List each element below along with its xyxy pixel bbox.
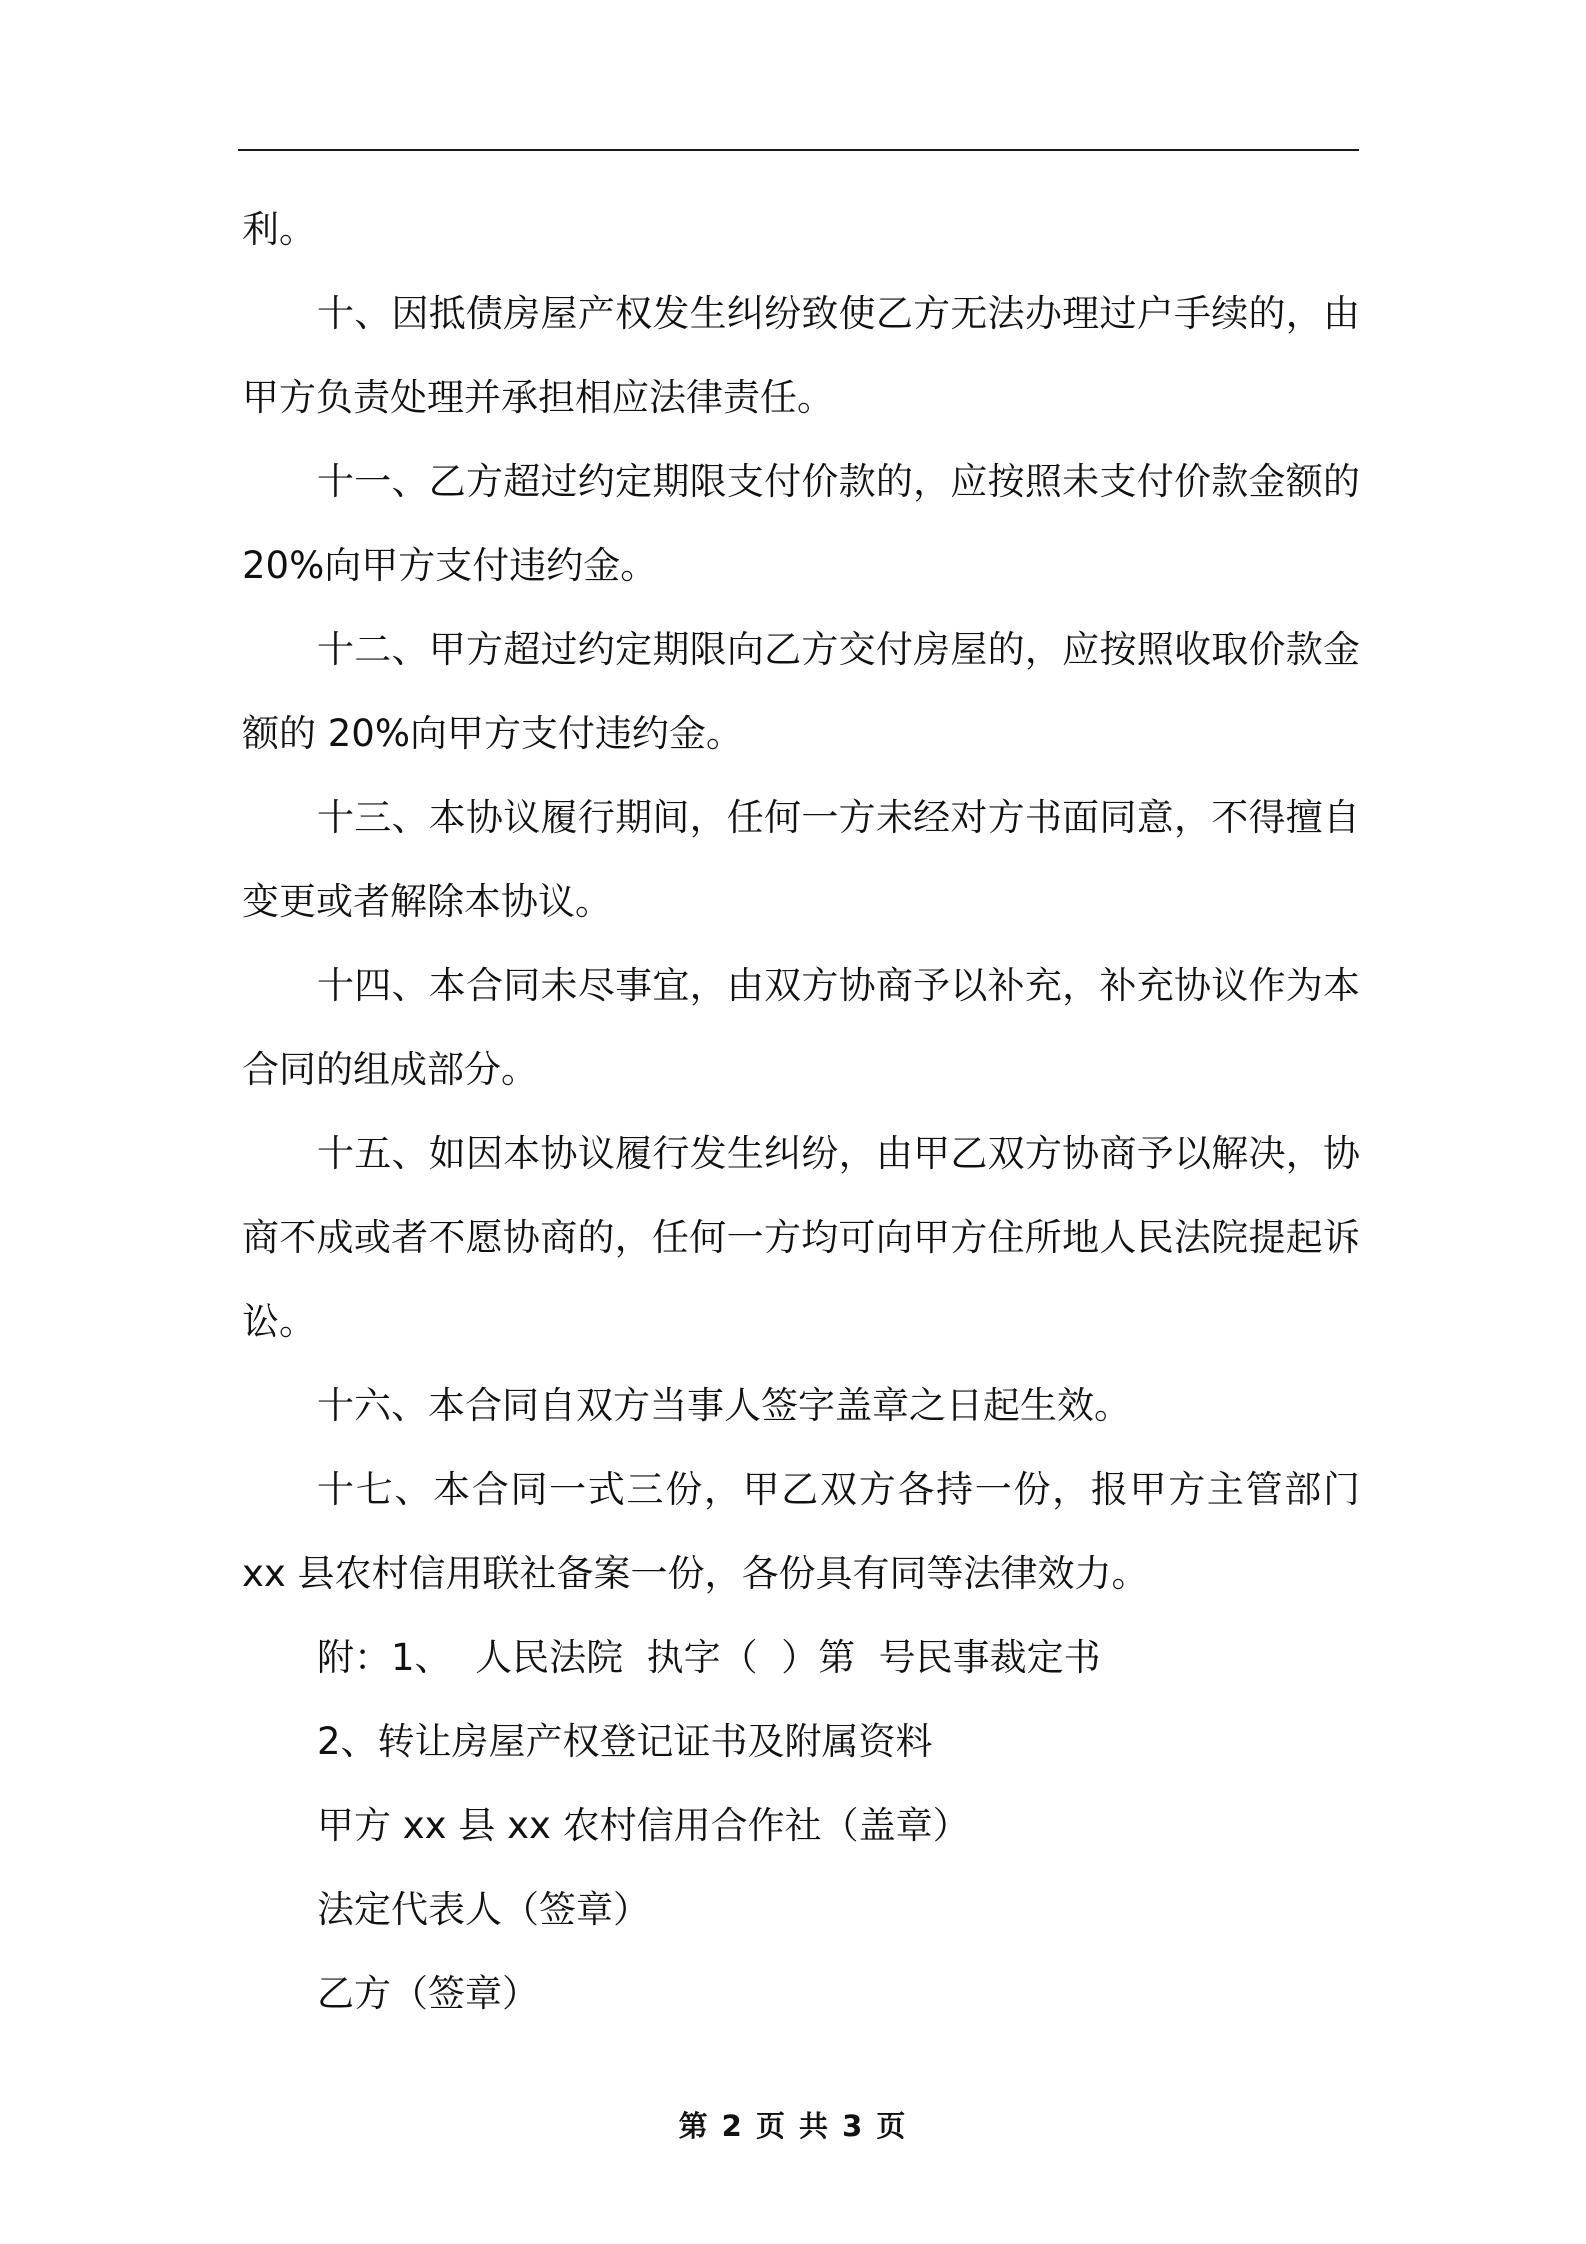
clause-12: 十二、甲方超过约定期限向乙方交付房屋的，应按照收取价款金额的 20%向甲方支付违约金。	[242, 628, 1360, 755]
clause-10: 十、因抵债房屋产权发生纠纷致使乙方无法办理过户手续的，由甲方负责处理并承担相应法律责任。	[242, 292, 1360, 419]
attachment-1: 附：1、 人民法院 执字（ ）第 号民事裁定书	[317, 1636, 1101, 1679]
clause-11: 十一、乙方超过约定期限支付价款的，应按照未支付价款金额的20%向甲方支付违约金。	[242, 460, 1360, 587]
page-number-footer: 第 2 页 共 3 页	[678, 2109, 908, 2143]
party-b-signature-line: 乙方（签章）	[317, 1972, 539, 2015]
document-body	[242, 188, 1360, 2036]
clause-16: 十六、本合同自双方当事人签字盖章之日起生效。	[317, 1384, 1131, 1427]
paragraph-continuation: 利。	[242, 208, 316, 251]
header-rule	[238, 149, 1359, 151]
clause-13: 十三、本协议履行期间，任何一方未经对方书面同意，不得擅自变更或者解除本协议。	[242, 796, 1360, 923]
party-a-signature-line: 甲方 xx 县 xx 农村信用合作社（盖章）	[317, 1804, 970, 1847]
clause-14: 十四、本合同未尽事宜，由双方协商予以补充，补充协议作为本合同的组成部分。	[242, 964, 1360, 1091]
attachment-2: 2、转让房屋产权登记证书及附属资料	[317, 1720, 933, 1763]
clause-17: 十七、本合同一式三份，甲乙双方各持一份，报甲方主管部门 xx 县农村信用联社备案一份，各份具有同等法律效力。	[242, 1468, 1360, 1595]
clause-15: 十五、如因本协议履行发生纠纷，由甲乙双方协商予以解决，协商不成或者不愿协商的，任何一方均可向甲方住所地人民法院提起诉讼。	[242, 1132, 1360, 1343]
legal-representative-signature-line: 法定代表人（签章）	[317, 1888, 650, 1931]
